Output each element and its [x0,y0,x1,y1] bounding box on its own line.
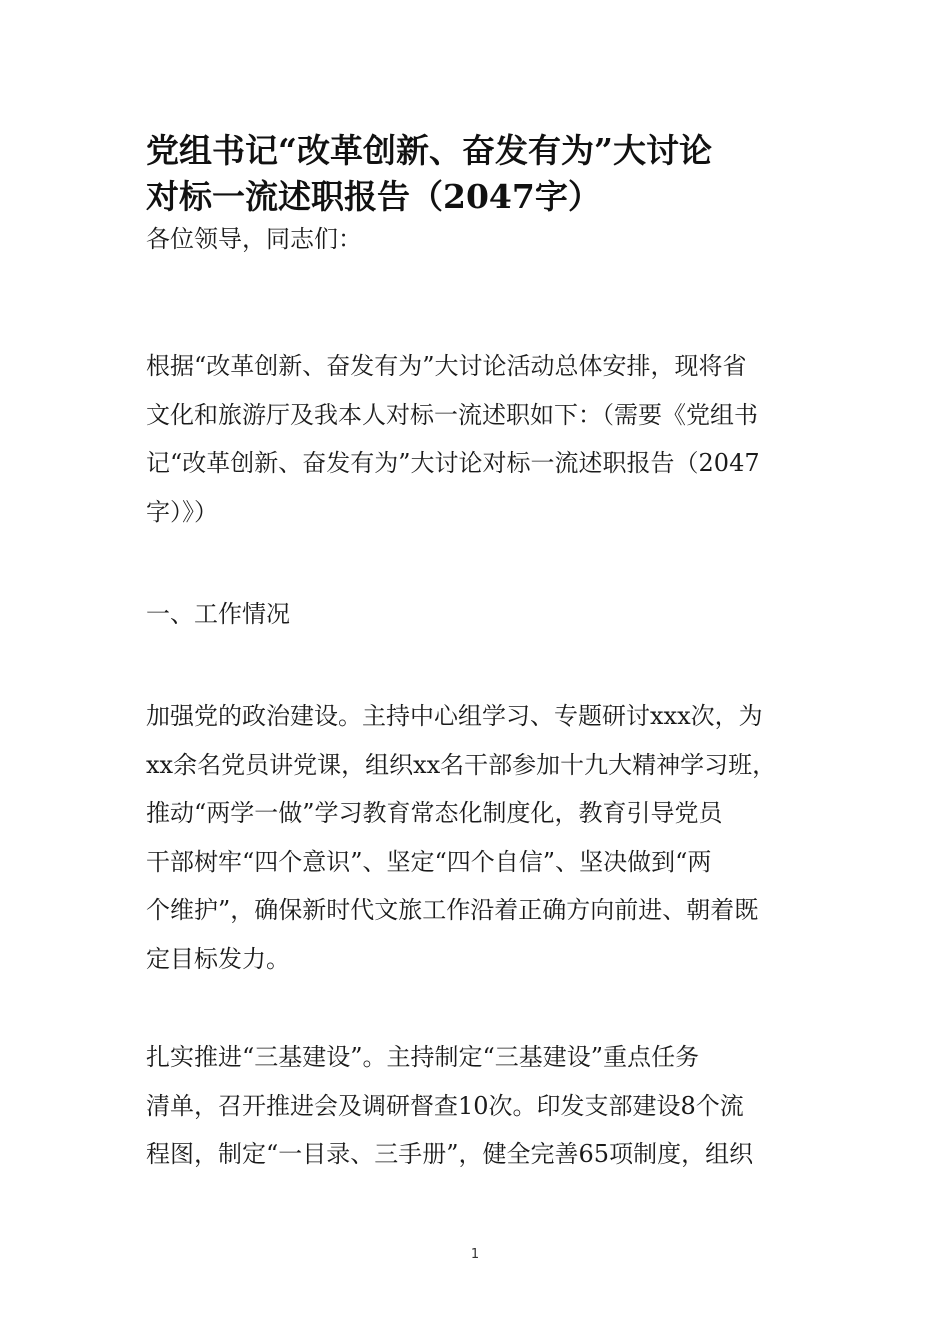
text-line: 加强党的政治建设。主持中心组学习、专题研讨xxx次，为 [146,702,763,730]
page-number: 1 [470,1247,480,1262]
text-line: 清单，召开推进会及调研督查10次。印发支部建设8个流 [146,1091,744,1120]
text-line: 根据“改革创新、奋发有为”大讨论活动总体安排，现将省 [146,352,747,380]
text-line: 文化和旅游厅及我本人对标一流述职如下：（需要《党组书 [146,400,758,429]
text-line: 记“改革创新、奋发有为”大讨论对标一流述职报告（2047 [146,449,760,477]
intro-paragraph [146,342,816,536]
body-paragraph [146,1033,816,1179]
text-line: 个维护”，确保新时代文旅工作沿着正确方向前进、朝着既 [146,896,759,924]
body-paragraph [146,692,816,983]
text-line: 扎实推进“三基建设”。主持制定“三基建设”重点任务 [146,1043,700,1071]
text-line: xx余名党员讲党课，组织xx名干部参加十九大精神学习班， [146,750,777,779]
section-heading: 一、工作情况 [146,600,290,628]
document-title [146,128,826,220]
text-line: 字）》） [146,497,218,526]
text-line: 推动“两学一做”学习教育常态化制度化，教育引导党员 [146,799,723,827]
salutation: 各位领导，同志们： [146,225,362,253]
text-line: 定目标发力。 [146,944,290,973]
text-line: 干部树牢“四个意识”、坚定“四个自信”、坚决做到“两 [146,847,712,876]
text-line: 程图，制定“一目录、三手册”，健全完善65项制度，组织 [146,1140,754,1168]
title-line: 党组书记“改革创新、奋发有为”大讨论 [146,131,712,170]
title-line: 对标一流述职报告（2047字） [146,177,601,216]
